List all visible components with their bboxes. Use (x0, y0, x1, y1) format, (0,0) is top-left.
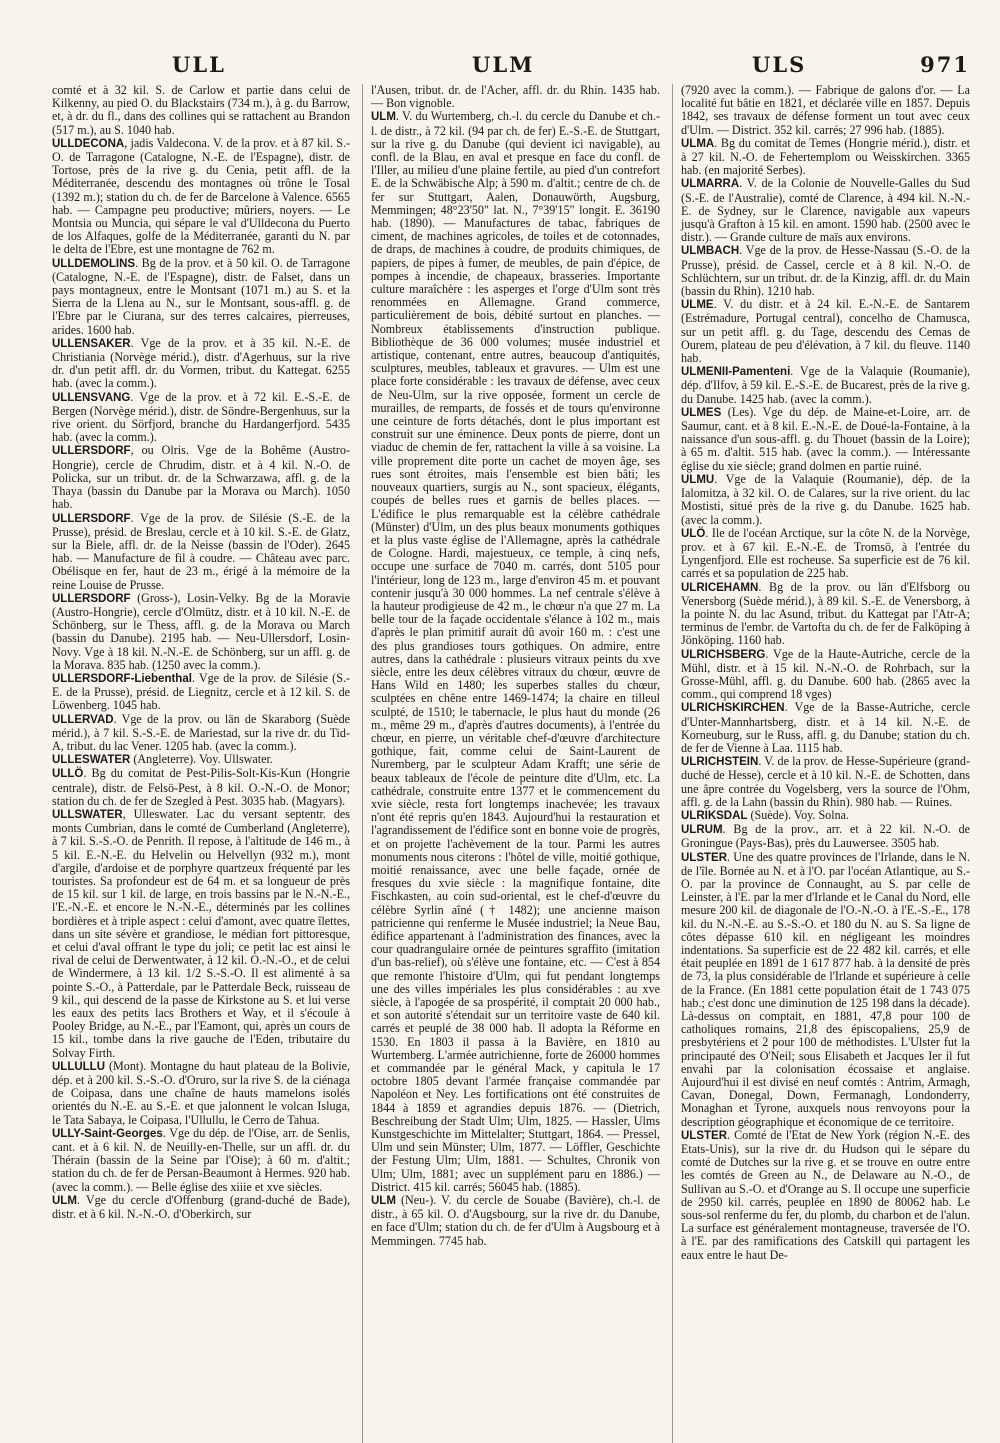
entry-text: . V. du Wurtemberg, ch.-l. du cercle du Danube et ch.-l. de distr., à 72 kil. (94 par ch. de fer) E.-S.-E. de Stuttgart, sur la rive g. du Danube (qui devient ici navigable), au confl. de la Blau, en aval et presque en face du confl. de l'Iller, au milieu d'une plaine fertile, au pied d'un contrefort E. de la Schwäbische Alp; à 590 m. d'altit.; centre de ch. de fer sur Stuttgart, Aalen, Donauwörth, Augsburg, Memmingen; 48°23'50" lat. N., 7°39'15" longit. E. 36190 hab. (1890). — Manufactures de tabac, fabriques de ciment, de machines agricoles, de toiles et de cotonnades, de draps, de machines à coudre, de produits chimiques, de papiers, de pipes à fumer, de meubles, de pain d'épice, de pompes à incendie, de chapeaux, brasseries. Importante culture maraîchère : les asperges et l'orge d'Ulm sont très renommées en Allemagne. Grand commerce, particulièrement de bois, débité surtout en planches. — Nombreux établissements d'instruction publique. Bibliothèque de 36 000 volumes; musée industriel et artistique, contenant, entre autres, beaucoup d'antiquités, sculptures, meubles, tableaux et gravures. — Ulm est une place forte considérable : les travaux de défense, avec ceux de Neu-Ulm, sur la rive opposée, forment un cercle de murailles, de remparts, de fossés et de tours qu'environne une ceinture de forts détachés, dont le plus important est construit sur une éminence. Deux ponts de pierre, dont un viaduc de chemin de fer, rattachent la ville à sa voisine. La ville proprement dite porte un cachet de moyen âge, ses rues sont étroites, mais l'ensemble est bien bâti; les nouveaux quartiers, surgis au N., sont spacieux, élégants, coupés de belles rues et garnis de belles places. — L'édifice le plus remarquable est la célèbre cathédrale (Münster) d'Ulm, un des plus beaux monuments gothiques et la plus vaste église de l'Allemagne, après la cathédrale de Cologne. Hardi, majestueux, ce temple, à cinq nefs, occupe une surface de 7040 m. carrés, dont 5105 pour l'intérieur, long de 123 m., large d'environ 45 m. et pouvant contenir jusqu'à 30 000 hommes. La nef centrale s'élève à la hauteur prodigieuse de 42 m., le chœur n'a que 27 m. La belle tour de la façade occidentale s'élance à 102 m., mais d'après le plan primitif aurait dû avoir 160 m. : c'est une des plus grandioses tours gothiques. On admire, entre autres, dans la cathédrale : plusieurs vitraux peints du xve siècle, entre les deux célèbres vitraux du chœur, œuvre de Hans Wild en 1480; les superbes stalles du chœur, sculptées en chêne entre 1469-1474; la chaire en tilleul sculpté, de 1510; le tabernacle, le plus haut du monde (26 m., même 29 m., d'après d'autres documents), à l'entrée du chœur, en pierre, un véritable chef-d'œuvre d'architecture gothique, fait, comme celui de Saint-Laurent de Nuremberg, par le sculpteur Adam Krafft; une série de beaux tableaux de l'école de peinture dite d'Ulm, etc. La cathédrale, construite entre 1377 et le commencement du xvie siècle, resta fort longtemps inachevée; les travaux n'ont été repris qu'en 1843. Aujourd'hui la restauration et l'agrandissement de l'édifice sont en bonne voie de progrès, et on projette l'achèvement de la tour. Parmi les autres monuments nous citerons : l'hôtel de ville, moitié gothique, moitié renaissance, avec une belle façade, ornée de fresques du xvie siècle : la magnifique fontaine, dite Fischkasten, au coin sud-oriental, est le chef-d'œuvre du célèbre Syrlin aîné († 1482); une ancienne maison patricienne qui renferme le Musée industriel; la Neue Bau, édifice appartenant à l'administration des finances, avec la cour quadrangulaire ornée de peintures sgraffito (imitation d'un bas-relief), où s'élève une fontaine, etc. — C'est à 854 que remonte l'histoire d'Ulm, qui fut pendant longtemps une des villes impériales les plus considérables : au xve siècle, à l'apogée de sa prospérité, il comptait 20 000 hab., et son autorité s'étendait sur un territoire vaste de 640 kil. carrés et peuplé de 38 000 hab. Il adopta la Réforme en 1530. En 1803 il passa à la Bavière, en 1810 au Wurtemberg. L'armée autrichienne, forte de 26000 hommes et commandée par le général Mack, y capitula le 17 octobre 1805 devant l'armée française commandée par Napoléon et Ney. Les fortifications ont été construites de 1844 à 1859 et agrandies depuis 1876. — (Dietrich, Beschreibung der Stadt Ulm; Ulm, 1825. — Hassler, Ulms Kunstgeschichte im Mittelalter; Stuttgart, 1864. — Pressel, Ulm und sein Münster; Ulm, 1877. — Löffler, Geschichte der Festung Ulm; Ulm, 1881. — Schultes, Chronik von Ulm; Ulm, 1881; avec un supplément paru en 1886.) — District. 415 kil. carrés; 56045 hab. (1885). (371, 109, 660, 1194)
column-2 (362, 84, 660, 1443)
entry-headword: ULLULLU (52, 1060, 106, 1073)
dictionary-entry (52, 753, 350, 767)
entry-text: , ou Olris. Vge de la Bohême (Austro-Hongrie), cercle de Chrudim, distr. et à 4 kil. N.-O. de Policka, sur un tribut. dr. de la Schwarzawa, affl. g. de la Thaya (bassin du Danube par la Morava ou March). 1050 hab. (52, 443, 350, 512)
entry-headword: ULLERSDORF-Liebenthal (52, 672, 192, 685)
dictionary-entry (681, 298, 970, 365)
entry-headword: ULMENII-Pamenteni (681, 366, 791, 379)
dictionary-entry (681, 137, 970, 178)
dictionary-entry (52, 391, 350, 445)
dictionary-entry (371, 1194, 660, 1248)
entry-headword: ULÖ (681, 527, 706, 540)
entry-headword: ULMARRA (681, 178, 740, 191)
entry-text: (Gross-), Losin-Velky. Bg de la Moravie (Austro-Hongrie), cercle d'Olmütz, distr. et à 10 kil. N.-E. de Schönberg, sur le Thess, affl. g. de la Morava ou March (bassin du Danube). 2195 hab. — Neu-Ullersdorf, Losin-Novy. Vge à 18 kil. N.-N.-E. de Schönberg, sur un affl. g. de la Morava. 835 hab. (1250 avec la comm.). (52, 590, 350, 672)
dictionary-entry (371, 84, 660, 110)
entry-headword: ULLENSVANG (52, 391, 131, 404)
entry-text: (Mont). Montagne du haut plateau de la Bolivie, dép. et à 200 kil. S.-S.-O. d'Oruro, sur la rive S. de la ciénaga de Coipasa, dans une chaîne de hauts mamelons isolés orientés du N.-E. au S.-E. et que jalonnent le volcan Isluga, le Tata Sabaya, le Coipasa, l'Ullullu, le Cerro de Tahua. (52, 1058, 350, 1127)
entry-headword: ULRICEHAMN (681, 581, 759, 594)
dictionary-entry (52, 767, 350, 808)
dictionary-entry (52, 84, 350, 137)
entry-text: . Bg de la prov. ou län d'Elfsborg ou Venersborg (Suède mérid.), à 89 kil. S.-E. de Venersborg, à la pointe N. du lac Asund, tribut. du Kattegat par l'Atr-A; terminus de l'embr. de Vartofta du ch. de fer de Falköping à Jönköping. 1160 hab. (681, 579, 970, 648)
entry-headword: ULMES (681, 406, 722, 419)
entry-text: . Bg de la prov., arr. et à 22 kil. N.-O. de Groningue (Pays-Bas), près du Lauwersee. 3505 hab. (681, 822, 970, 851)
entry-headword: ULRUM (681, 824, 723, 837)
entry-headword: ULM (371, 111, 396, 124)
entry-text: . Bg de la prov. et à 50 kil. O. de Tarragone (Catalogne, N.-E. de l'Espagne), distr. de Falset, dans un pays montagneux, entre le Montsant (1071 m.) au S. et la Sierra de la Llena au N., sur le Montsant, sous-affl. g. de l'Ebre par le Ciurana, sur des terres calcaires, pierreuses, arides. 1600 hab. (52, 255, 350, 337)
entry-headword: ULMA (681, 137, 715, 150)
entry-headword: ULLERSDORF (52, 445, 131, 458)
entry-text: . Une des quatre provinces de l'Irlande, dans le N. de l'île. Bornée au N. et à l'O. par l'océan Atlantique, au S.-O. par la province de Connaught, au S. par celle de Leinster, à l'E. par la mer d'Irlande et le Canal du Nord, elle mesure 200 kil. de diagonale de l'O.-N.-O. à l'E.-S.-E., 178 kil. du N.-N.-E. au S.-S.-O. et 180 du N. au S. Sa ligne de côtes dépasse 610 kil. en négligeant les moindres indentations. Sa superficie est de 22 482 kil. carrés, et elle était peuplée en 1891 de 1 617 877 hab. à la densité de près de 73, la plus considérable de l'Irlande et supérieure à celle de la France. (En 1881 cette population était de 1 743 075 hab.; c'est donc une diminution de 125 198 dans la décade). Là-dessus on comptait, en 1881, 47,8 pour 100 de catholiques romains, 21,8 des épiscopaliens, 25,9 de presbytériens et 2 pour 100 de méthodistes. L'Ulster fut la principauté des O'Neil; sous Elisabeth et Jacques Ier il fut envahi par la colonisation écossaise et anglaise. Aujourd'hui il est divisé en neuf comtés : Antrim, Armagh, Cavan, Donegal, Down, Fermanagh, Londonderry, Monaghan et Tyrone, auxquels nous renvoyons pour la description géographique et économique de ce territoire. (681, 849, 970, 1129)
dictionary-entry (681, 244, 970, 298)
entry-text: , jadis Valdecona. V. de la prov. et à 87 kil. S.-O. de Tarragone (Catalogne, N.-E. de l'Espagne), distr. de Tortose, près de la rive g. du Cenia, petit affl. de la Méditerranée, descendu des montagnes où trône le Tosal (1392 m.); station du ch. de fer de Barcelone à Valence. 6565 hab. — Campagne peu productive; mûriers, noyers. — Le Montsia ou Muncia, qui sépare le val d'Ulldecona du Puerto de los Alfaques, golfe de la Méditerranée, garanti du N. par le delta de l'Ebre, est une montagne de 762 m. (52, 135, 350, 257)
dictionary-entry (681, 851, 970, 1129)
entry-text: . Vge de la Valaquie (Roumanie), dép. de la Ialomitza, à 32 kil. O. de Calares, sur la rive orient. du lac Mostisti, situé près de la rive g. du Danube. 1625 hab. (avec la comm.). (681, 471, 970, 527)
entry-text: . Ile de l'océan Arctique, sur la côte N. de la Norvège, prov. et à 67 kil. E.-N.-E. de Tromsö, à l'entrée du Lyngenfjord. Elle est rocheuse. Sa superficie est de 76 kil. carrés et sa population de 225 hab. (681, 525, 970, 581)
dictionary-entry (681, 648, 970, 702)
header-right-guideword: ULS (752, 52, 807, 77)
entry-headword: ULLENSAKER (52, 337, 131, 350)
dictionary-entry (681, 701, 970, 755)
entry-headword: ULMBACH (681, 245, 740, 258)
entry-text: . Vge de la Valaquie (Roumanie), dép. d'Ilfov, à 59 kil. E.-S.-E. de Bucarest, près de la rive g. du Danube. 1425 hab. (avec la comm.). (681, 364, 970, 406)
entry-text: (Angleterre). Voy. Ullswater. (130, 752, 273, 767)
entry-headword: ULLERSDORF (52, 512, 131, 525)
entry-headword: ULRICHSKIRCHEN (681, 702, 785, 715)
entry-text: (Suède). Voy. Solna. (747, 807, 850, 822)
dictionary-entry (52, 444, 350, 511)
entry-text: , Ulleswater. Lac du versant septentr. des monts Cumbrian, dans le comté de Cumberland (Angleterre), à 7 kil. S.-S.-O. de Penrith. Il repose, à l'altitude de 146 m., à 5 kil. E.-N.-E. du Helvelin ou Helvellyn (932 m.), mont d'argile, d'ardoise et de porphyre quartzeux fréquenté par les touristes. Sa profondeur est de 64 m. et sa longueur de près de 15 kil. sur 1 kil. de large, en trois bassins par le N.-N.-E., l'E.-N.-E. et encore le N.-N.-E., déterminés par les collines bordières et à triple aspect : celui d'amont, avec quatre îlettes, dans un site sévère et grandiose, le médian fort pittoresque, et celui d'aval offrant le type du joli; ce petit lac est ainsi le rival de celui de Derwentwater, à 12 kil. O.-N.-O., et de celui de Windermere, à 13 kil. 1/2 S.-S.-O. Il est alimenté à sa pointe S.-O., à Patterdale, par le Patterdale Beck, ruisseau de 9 kil., qui descend de la passe de Kirkstone au S. et lui verse les eaux des petits lacs Brothers et Way, et il s'écoule à Pooley Bridge, au N.-E., par l'Eamont, qui, après un cours de 15 kil., tombe dans la rive gauche de l'Eden, tributaire du Solvay Firth. (52, 806, 350, 1060)
entry-text: . Vge du cercle d'Offenburg (grand-duché de Bade), distr. et à 6 kil. N.-N.-O. d'Oberkirch, sur (52, 1192, 350, 1222)
entry-text: . Comté de l'Etat de New York (région N.-E. des Etats-Unis), sur la rive dr. du Hudson qui le sépare du comté de Dutches sur la rive g. et se trouve en outre entre les comtés de Green au N., de Delaware au N.-O., de Sullivan au S.-O. et d'Orange au S. Il occupe une superficie de 2950 kil. carrés, peuplée en 1890 de 80062 hab. Le sous-sol renferme du fer, du plomb, du charbon et de l'alun. La surface est généralement montagneuse, traversée de l'O. à l'E. par des ramifications des Catskill qui partagent les eaux entre le haut De- (681, 1127, 970, 1262)
entry-headword: ULRICHSTEIN (681, 756, 759, 769)
dictionary-entry (681, 473, 970, 527)
entry-headword: ULLERVAD (52, 713, 114, 726)
entry-text: . Vge de la prov. et à 35 kil. N.-E. de Christiania (Norvège mérid.), distr. d'Agerhuus, sur la rive dr. d'un petit affl. dr. du Vormen, tribut. du Kattegat. 6255 hab. (avec la comm.). (52, 335, 350, 391)
entry-text: . Bg du comitat de Temes (Hongrie mérid.), distr. et à 27 kil. N.-O. de Fehertemplom ou Weisskirchen. 3365 hab. (en majorité Serbes). (681, 135, 970, 178)
entry-headword: ULLERSDORF (52, 592, 131, 605)
dictionary-entry (52, 257, 350, 337)
entry-text: (7920 avec la comm.). — Fabrique de galons d'or. — La localité fut bâtie en 1821, et déclarée ville en 1857. Depuis 1842, ses travaux de défense forment un tout avec ceux d'Ulm. — District. 352 kil. carrés; 27 996 hab. (1885). (681, 84, 970, 137)
entry-text: . Vge de la prov. de Silésie (S.-E. de la Prusse), présid. de Liegnitz, cercle et à 12 kil. S. de Löwenberg. 1045 hab. (52, 670, 350, 713)
entry-headword: ULM (371, 1195, 396, 1208)
dictionary-entry (52, 592, 350, 672)
entry-text: . Vge de la Basse-Autriche, cercle d'Unter-Mannhartsberg, distr. et à 14 kil. N.-E. de Korneuburg, sur le Russ, affl. g. du Danube; station du ch. de fer de Vienne à Laa. 1115 hab. (681, 700, 970, 755)
entry-text: . V. de la Colonie de Nouvelle-Galles du Sud (S.-E. de l'Australie), comté de Clarence, à 494 kil. N.-N.-E. de Sydney, sur le Clarence, navigable aux vapeurs jusqu'à Grafton à 15 kil. en amont. 1590 hab. (2500 avec le distr.). — Grande culture de maïs aux environs. (681, 176, 970, 245)
dictionary-entry (681, 809, 970, 823)
entry-text: . Vge de la prov. de Silésie (S.-E. de la Prusse), présid. de Breslau, cercle et à 10 kil. S.-E. de Glatz, sur la Biele, affl. dr. de la Neisse (bassin de l'Oder). 2645 hab. — Manufacture de fil à coudre. — Château avec parc. Obélisque en fer, haut de 23 m., érigé à la mémoire de la reine Louise de Prusse. (52, 510, 350, 592)
entry-text: . Vge du dép. de l'Oise, arr. de Senlis, cant. et à 6 kil. N. de Neuilly-en-Thelle, sur un affl. dr. du Thérain (bassin de la Seine par l'Oise); à 60 m. d'altit.; station du ch. de fer de Persan-Beaumont à Hermes. 920 hab. (avec la comm.). — Belle église des xiiie et xve siècles. (52, 1125, 350, 1194)
entry-headword: ULSTER (681, 1129, 727, 1142)
dictionary-entry (52, 713, 350, 754)
dictionary-entry (681, 177, 970, 244)
dictionary-entry (681, 365, 970, 406)
entry-text: . Bg du comitat de Pest-Pilis-Solt-Kis-Kun (Hongrie centrale), distr. de Felsö-Pest, à 8 kil. O.-N.-O. de Monor; station du ch. de fer de Szegled à Pest. 3035 hab. (Magyars). (52, 766, 350, 808)
entry-headword: ULME (681, 299, 714, 312)
entry-text: l'Ausen, tribut. dr. de l'Acher, affl. dr. du Rhin. 1435 hab. — Bon vignoble. (371, 84, 660, 111)
dictionary-entry (52, 1127, 350, 1194)
entry-text: . Vge de la prov. de Hesse-Nassau (S.-O. de la Prusse), présid. de Cassel, cercle et à 8 kil. N.-O. de Schlüchtern, sur un tribut. dr. de la Kinzig, affl. dr. du Main (bassin du Rhin). 1210 hab. (681, 243, 970, 299)
entry-headword: ULLÖ (52, 768, 84, 781)
dictionary-entry (52, 808, 350, 1060)
entry-text: . Vge de la prov. et à 72 kil. E.-S.-E. de Bergen (Norvège mérid.), distr. de Söndre-Bergenhuus, sur la rive orient. du Sörfjord, branche du Hardangerfjord. 5435 hab. (avec la comm.). (52, 389, 350, 445)
dictionary-entry (681, 406, 970, 473)
entry-headword: ULSTER (681, 851, 727, 864)
dictionary-entry (52, 337, 350, 391)
column-1 (52, 84, 350, 1443)
dictionary-entry (681, 84, 970, 137)
dictionary-entry (371, 110, 660, 1194)
dictionary-entry (681, 527, 970, 581)
entry-text: . Vge de la prov. ou län de Skaraborg (Suède mérid.), à 7 kil. S.-S.-E. de Mariestad, sur la rive dr. du Tid-A, tribut. du lac Vener. 1205 hab. (avec la comm.). (52, 711, 350, 753)
text-columns (52, 84, 970, 1443)
entry-text: (Les). Vge du dép. de Maine-et-Loire, arr. de Saumur, cant. et à 8 kil. E.-N.-E. de Doué-la-Fontaine, à la naissance d'un sous-affl. g. du Thouet (bassin de la Loire); à 65 m. d'altit. 515 hab. (avec la comm.). — Intéressante église du xie siècle; grand dolmen en partie ruiné. (681, 404, 970, 473)
page-number: 971 (920, 52, 970, 77)
dictionary-entry (52, 137, 350, 257)
dictionary-entry (681, 755, 970, 809)
dictionary-entry (52, 512, 350, 592)
entry-headword: ULLDEMOLINS (52, 257, 136, 270)
entry-text: . Vge de la Haute-Autriche, cercle de la Mühl, distr. et à 15 kil. N.-N.-O. de Rohrbach, sur la Grosse-Mühl, affl. g. du Danube. 600 hab. (2865 avec la comm., qui comprend 18 vges) (681, 646, 970, 702)
entry-text: . V. du distr. et à 24 kil. E.-N.-E. de Santarem (Estrémadure, Portugal central), concelho de Chamusca, sur un petit affl. g. du Tage, descendu des Cemas de Ourem, plateau de peu d'élévation, à 7 kil. du fleuve. 1140 hab. (681, 297, 970, 366)
entry-headword: ULLDECONA (52, 137, 125, 150)
entry-headword: ULRIKSDAL (681, 809, 748, 822)
dictionary-entry (681, 581, 970, 648)
header-center-guideword: ULM (472, 52, 535, 77)
header-left-guideword: ULL (172, 52, 226, 77)
entry-text: comté et à 32 kil. S. de Carlow et partie dans celui de Kilkenny, au pied O. du Blackstairs (734 m.), à g. du Barrow, et, à dr. du fl., dans des collines qui se rattachent au Brandon (517 m.), au S. 1040 hab. (52, 84, 350, 137)
dictionary-entry (52, 672, 350, 713)
running-header (52, 52, 970, 88)
column-3 (672, 84, 970, 1443)
dictionary-entry (681, 823, 970, 850)
entry-headword: ULRICHSBERG (681, 648, 766, 661)
entry-headword: ULMU (681, 473, 715, 486)
entry-headword: ULLSWATER (52, 808, 123, 821)
entry-headword: ULLY-Saint-Georges (52, 1127, 163, 1140)
dictionary-entry (681, 1129, 970, 1262)
entry-text: (Neu-). V. du cercle de Souabe (Bavière), ch.-l. de distr., à 65 kil. O. d'Augsbourg, sur la rive dr. du Danube, en face d'Ulm; station du ch. de fer d'Ulm à Augsbourg et à Memmingen. 7745 hab. (371, 1193, 660, 1248)
entry-headword: ULLESWATER (52, 754, 131, 767)
entry-text: . V. de la prov. de Hesse-Supérieure (grand-duché de Hesse), cercle et à 10 kil. N.-E. de Schotten, dans une âpre contrée du Vogelsberg, vers la source de l'Ohm, affl. g. de la Lahn (bassin du Rhin). 980 hab. — Ruines. (681, 754, 970, 809)
entry-headword: ULM (52, 1194, 77, 1207)
dictionary-entry (52, 1060, 350, 1127)
dictionary-entry (52, 1194, 350, 1221)
